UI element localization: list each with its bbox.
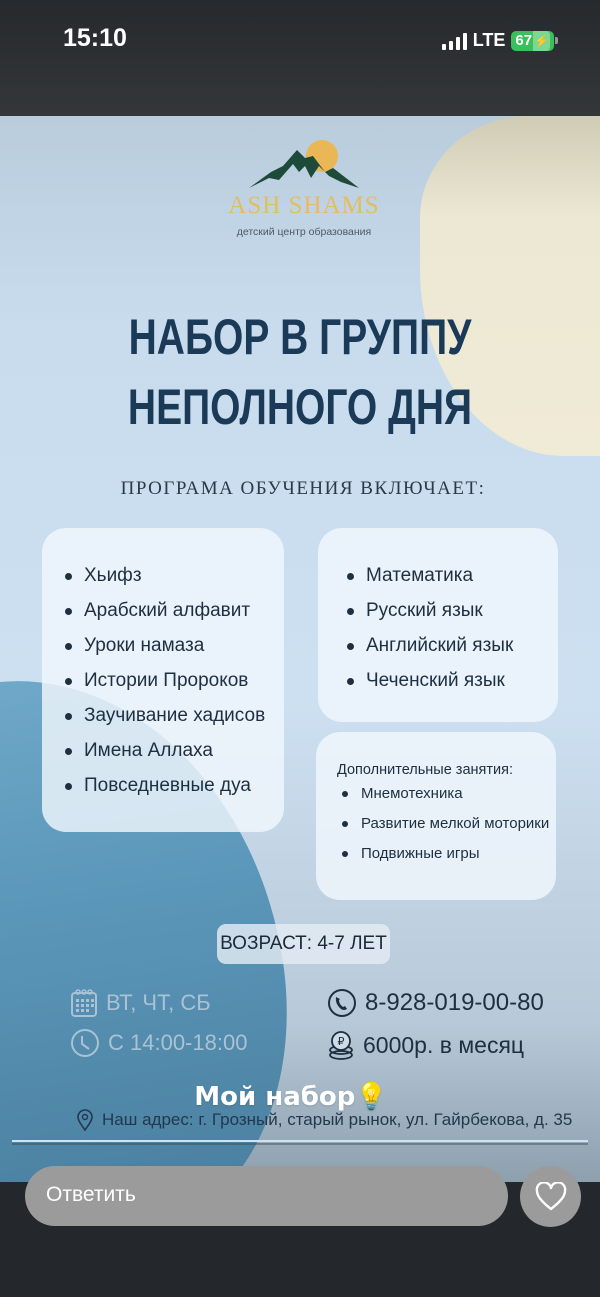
schedule-days	[70, 988, 211, 1018]
price-text: 6000р. в месяц	[363, 1031, 525, 1058]
list-item: Русский язык	[366, 599, 558, 634]
program-subhead: ПРОГРАМА ОБУЧЕНИЯ ВКЛЮЧАЕТ:	[120, 478, 486, 499]
list-item: Подвижные игры	[361, 844, 556, 874]
status-indicators	[442, 30, 558, 51]
extra-activities-title: Дополнительные занятия:	[337, 762, 514, 778]
status-time: 15:10	[63, 24, 127, 52]
reply-input[interactable]	[25, 1166, 508, 1226]
address-text: Наш адрес: г. Грозный, старый рынок, ул. Гайрбекова, д. 35	[102, 1110, 573, 1129]
logo-subtitle: детский центр образования	[236, 226, 372, 238]
list-item: Чеченский язык	[366, 669, 558, 704]
svg-text:₽: ₽	[337, 1035, 345, 1048]
phone-number: 8-928-019-00-80	[365, 989, 544, 1016]
list-item: Арабский алфавит	[84, 599, 284, 634]
program-card-academic	[318, 528, 558, 722]
heart-icon	[535, 1182, 567, 1212]
calendar-icon	[70, 988, 98, 1018]
schedule-hours	[70, 1028, 247, 1058]
logo-name: ASH SHAMS	[228, 192, 380, 219]
story-image	[0, 116, 600, 1182]
status-bar	[0, 0, 600, 116]
caption-text: Мой набор	[194, 1082, 356, 1112]
list-item: Хьифз	[84, 564, 284, 599]
logo	[214, 138, 394, 238]
list-item: Мнемотехника	[361, 784, 556, 814]
ruble-coins-icon	[327, 1030, 355, 1060]
reply-placeholder: Ответить	[46, 1183, 136, 1206]
battery-icon	[511, 31, 558, 51]
clock-icon	[70, 1028, 100, 1058]
list-item: Английский язык	[366, 634, 558, 669]
list-item: Имена Аллаха	[84, 739, 284, 774]
schedule-days-text: ВТ, ЧТ, СБ	[106, 990, 211, 1015]
headline-line-2: НЕПОЛНОГО ДНЯ	[127, 379, 473, 435]
network-label: LTE	[472, 30, 506, 50]
list-item: Развитие мелкой моторики	[361, 814, 556, 844]
extra-activities-card	[316, 732, 556, 900]
mountain-sun-icon	[249, 138, 359, 190]
headline-line-1: НАБОР В ГРУППУ	[128, 309, 472, 365]
headline	[66, 302, 534, 442]
list-item: Заучивание хадисов	[84, 704, 284, 739]
contact-phone	[327, 988, 544, 1018]
divider	[12, 1140, 588, 1142]
location-pin-icon	[76, 1108, 94, 1132]
phone-icon	[327, 988, 357, 1018]
list-item: Истории Пророков	[84, 669, 284, 704]
schedule-hours-text: С 14:00-18:00	[108, 1030, 248, 1055]
age-badge: ВОЗРАСТ: 4-7 ЛЕТ	[217, 924, 390, 964]
lightbulb-icon: 💡	[355, 1082, 388, 1112]
signal-icon	[442, 32, 467, 50]
list-item: Математика	[366, 564, 558, 599]
list-item: Уроки намаза	[84, 634, 284, 669]
program-card-religious	[42, 528, 284, 832]
contact-price	[327, 1030, 524, 1060]
address	[76, 1108, 572, 1132]
charging-icon: ⚡	[533, 31, 550, 51]
list-item: Повседневные дуа	[84, 774, 284, 809]
battery-percent: 67	[515, 31, 533, 49]
like-button[interactable]	[520, 1166, 581, 1227]
